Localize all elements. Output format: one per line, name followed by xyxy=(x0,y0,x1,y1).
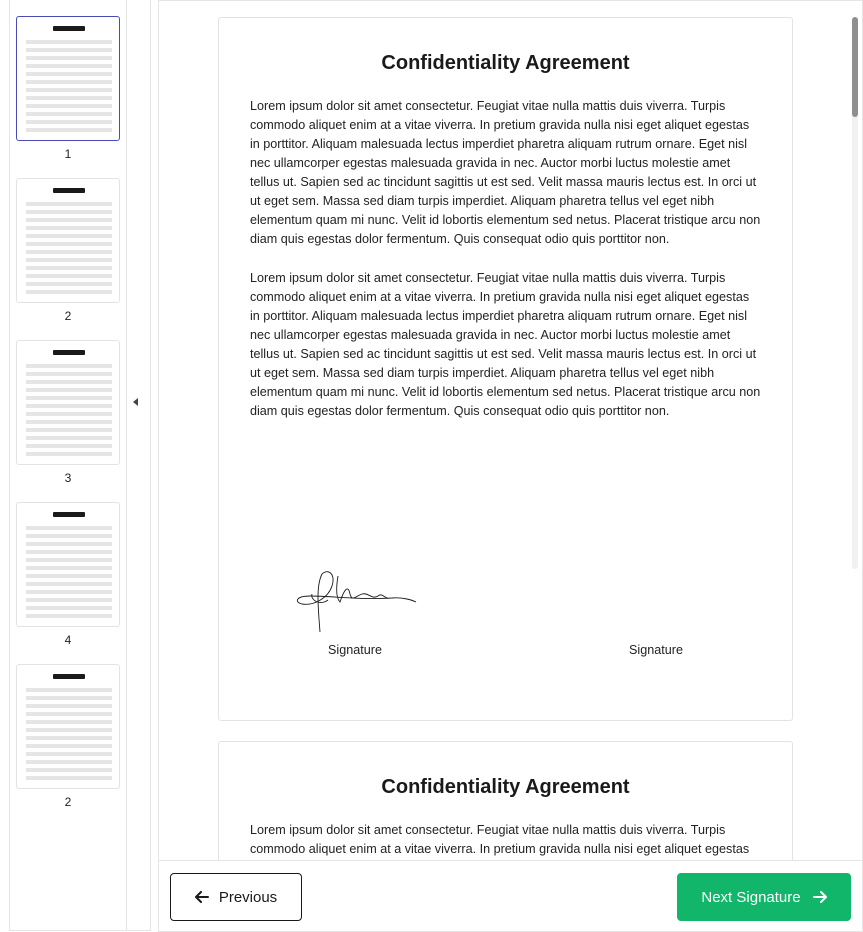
next-signature-button[interactable] xyxy=(677,873,851,921)
thumbnail-page-number: 2 xyxy=(64,309,72,323)
thumbnail-page-number: 1 xyxy=(64,147,72,161)
page-thumbnail[interactable] xyxy=(16,664,120,789)
thumbnail-text-lines xyxy=(26,526,112,622)
thumbnail-title-bar xyxy=(53,188,85,193)
paragraph: Lorem ipsum dolor sit amet consectetur. Feugiat vitae nulla mattis duis viverra. Turpis commodo aliquet enim at a vitae viverra. In pretium gravida nulla nisi eget aliquet egestas in porttitor. Aliquam malesuada lectus imperdiet pharetra aliquam rutrum ornare. Eget nisl nec ullamcorper egestas malesuada gravida in nec. Auctor morbi luctus molestie amet tellus ut. Sapien sed ac tincidunt sagittis ut est sed. Velit massa mauris lectus est. In orci ut ut eget sem. Massa sed diam turpis imperdiet. Aliquam pharetra tellus vel eget nibh elementum quam mi nunc. Velit id lobortis elementum sed netus. Placerat tristique arcu non diam quis egestas dolor fermentum. Quis consequat odio quis porttitor non. xyxy=(250,271,761,418)
paragraph: Lorem ipsum dolor sit amet consectetur. Feugiat vitae nulla mattis duis viverra. Turpis commodo aliquet enim at a vitae viverra. In pretium gravida nulla nisi eget aliquet egestas xyxy=(250,823,750,856)
thumbnail-page-number: 3 xyxy=(64,471,72,485)
thumbnail-page-number: 4 xyxy=(64,633,72,647)
handwritten-signature[interactable] xyxy=(292,566,418,634)
thumbnail-page-number: 2 xyxy=(64,795,72,809)
thumbnail-text-lines xyxy=(26,202,112,298)
collapse-sidebar-icon[interactable] xyxy=(133,398,138,406)
paragraph: Lorem ipsum dolor sit amet consectetur. Feugiat vitae nulla mattis duis viverra. Turpis commodo aliquet enim at a vitae viverra. In pretium gravida nulla nisi eget aliquet egestas in porttitor. Aliquam malesuada lectus imperdiet pharetra aliquam rutrum ornare. Eget nisl nec ullamcorper egestas malesuada gravida in nec. Auctor morbi luctus molestie amet tellus ut. Sapien sed ac tincidunt sagittis ut est sed. Velit massa mauris lectus est. In orci ut ut eget sem. Massa sed diam turpis imperdiet. Aliquam pharetra tellus vel eget nibh elementum quam mi nunc. Velit id lobortis elementum sed netus. Placerat tristique arcu non diam quis egestas dolor fermentum. Quis consequat odio quis porttitor non. xyxy=(250,99,761,246)
thumbnail-title-bar xyxy=(53,350,85,355)
arrow-left-icon xyxy=(195,891,209,903)
next-signature-button-label: Next Signature xyxy=(701,888,801,906)
document-page xyxy=(218,17,793,721)
page-thumbnail[interactable] xyxy=(16,178,120,303)
signature-label[interactable]: Signature xyxy=(629,643,683,657)
navigation-footer xyxy=(159,860,862,932)
thumbnail-title-bar xyxy=(53,26,85,31)
page-title: Confidentiality Agreement xyxy=(381,52,630,74)
page-thumbnail[interactable] xyxy=(16,16,120,141)
thumbnail-title-bar xyxy=(53,512,85,517)
document-viewer xyxy=(158,0,863,932)
page-title: Confidentiality Agreement xyxy=(381,776,630,798)
signature-label: Signature xyxy=(328,643,382,657)
page-thumbnail[interactable] xyxy=(16,502,120,627)
thumbnail-text-lines xyxy=(26,40,112,136)
thumbnail-title-bar xyxy=(53,674,85,679)
thumbnail-text-lines xyxy=(26,688,112,784)
page-thumbnail-sidebar xyxy=(9,0,151,931)
scrollbar-thumb[interactable] xyxy=(852,17,858,117)
thumbnail-list xyxy=(10,0,127,931)
page-thumbnail[interactable] xyxy=(16,340,120,465)
thumbnail-text-lines xyxy=(26,364,112,460)
arrow-right-icon xyxy=(813,891,827,903)
previous-button[interactable] xyxy=(170,873,302,921)
previous-button-label: Previous xyxy=(218,888,278,906)
